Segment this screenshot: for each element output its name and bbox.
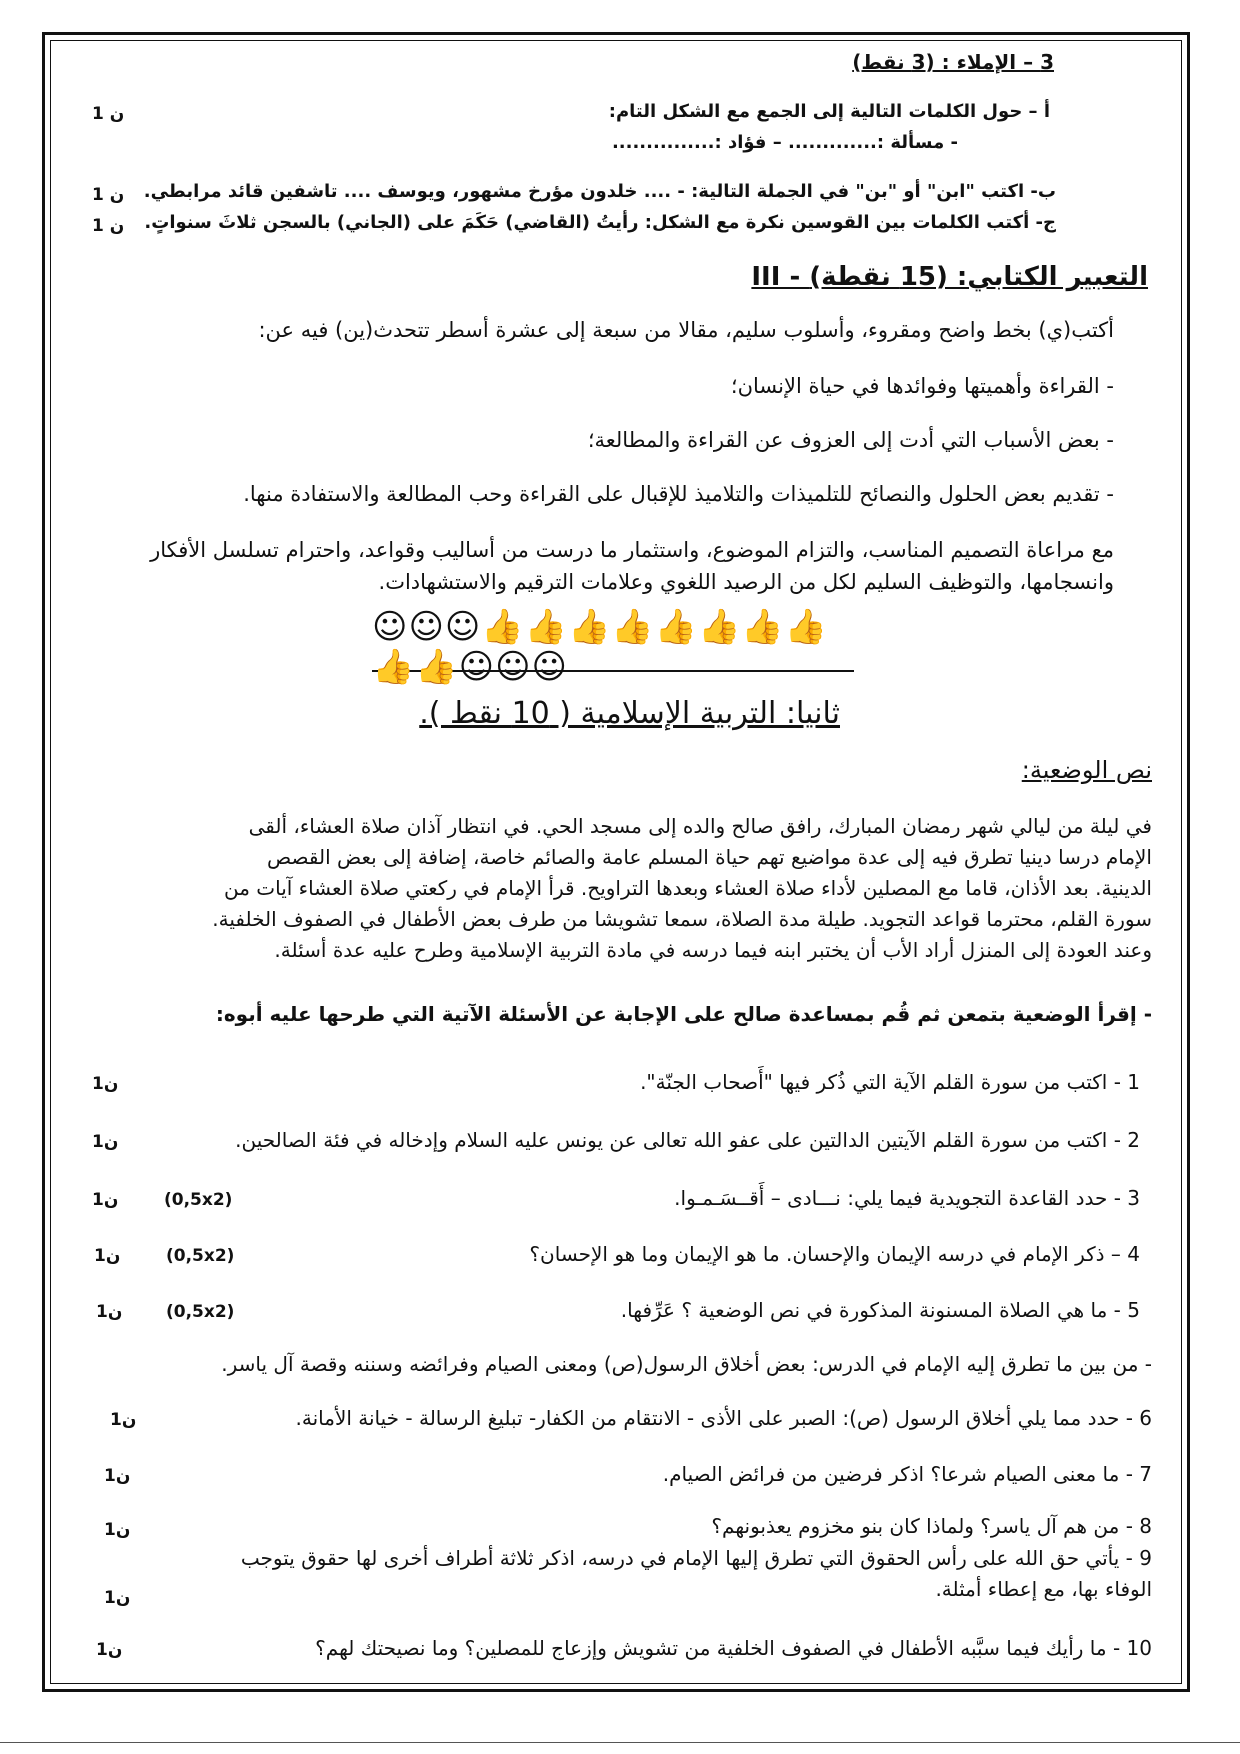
dictation-a-points: 1 ن — [92, 104, 125, 124]
question-9-points: 1ن — [104, 1588, 131, 1608]
writing-intro: أكتب(ي) بخط واضح ومقروء، وأسلوب سليم، مقالا من سبعة إلى عشرة أسطر تتحدث(ين) فيه عن: — [258, 318, 1114, 342]
dictation-question-b: ب- اكتب "ابن" أو "بن" في الجملة التالية: - .... خلدون مؤرخ مشهور، ويوسف .... تاشفين قائد مرابطي. — [143, 181, 1056, 202]
lesson-note: - من بين ما تطرق إليه الإمام في الدرس: بعض أخلاق الرسول(ص) ومعنى الصيام وفرائضه وسننه وقصة آل ياسر. — [221, 1352, 1152, 1376]
question-1: 1 - اكتب من سورة القلم الآية التي ذُكر فيها "أَصحاب الجنّة". — [640, 1070, 1140, 1094]
dictation-heading: 3 – الإملاء : (3 نقط) — [852, 50, 1054, 74]
question-9: 9 - يأتي حق الله على رأس الحقوق التي تطرق إليها الإمام في درسه، اذكر ثلاثة أطراف أخرى لها حقوق يتوجب — [240, 1546, 1152, 1570]
writing-bullet: - بعض الأسباب التي أدت إلى العزوف عن القراءة والمطالعة؛ — [587, 428, 1114, 452]
dictation-b-points: 1 ن — [92, 185, 125, 205]
question-2-points: 1ن — [92, 1132, 119, 1152]
question-5: 5 - ما هي الصلاة المسنونة المذكورة في نص الوضعية ؟ عَرِّفها. — [620, 1298, 1140, 1322]
question-3-points: 1ن — [92, 1190, 119, 1210]
question-6: 6 - حدد مما يلي أخلاق الرسول (ص): الصبر على الأذى - الانتقام من الكفار- تبليغ الرسالة - خيانة الأمانة. — [295, 1406, 1152, 1430]
question-2: 2 - اكتب من سورة القلم الآيتين الدالتين على عفو الله تعالى عن يونس عليه السلام وإدخاله في فئة الصالحين. — [235, 1128, 1140, 1152]
question-9-continued: الوفاء بها، مع إعطاء أمثلة. — [935, 1577, 1152, 1601]
question-10-points: 1ن — [96, 1640, 123, 1660]
writing-closing: مع مراعاة التصميم المناسب، والتزام الموضوع، واستثمار ما درست من أساليب وقواعد، واحترام تسلسل الأفكار — [150, 538, 1114, 562]
question-6-points: 1ن — [110, 1410, 137, 1430]
dictation-a-words: - مسألة :............. – فؤاد :............... — [611, 132, 958, 153]
questions-instruction: - إقرأ الوضعية بتمعن ثم قُم بمساعدة صالح على الإجابة عن الأسئلة الآتية التي طرحها عليه أبوه: — [215, 1002, 1152, 1026]
situation-line: سورة القلم، محترما قواعد التجويد. طيلة مدة الصلاة، سمعا تشويشا من طرف بعض الأطفال في الصفوف الخلفية. — [212, 907, 1152, 931]
writing-heading: III - التعبير الكتابي: (15 نقطة) — [751, 262, 1148, 292]
islamic-education-heading: ثانيا: التربية الإسلامية ( 10 نقط ). — [419, 696, 840, 731]
situation-line: الإمام درسا دينيا تطرق فيه إلى عدة مواضيع تهم حياة المسلم عامة والصائم خاصة، إضافة إلى بعض القصص — [267, 845, 1152, 869]
question-8: 8 - من هم آل ياسر؟ ولماذا كان بنو مخزوم يعذبونهم؟ — [711, 1514, 1152, 1538]
question-7-points: 1ن — [104, 1466, 131, 1486]
question-4-points: 1ن — [94, 1246, 121, 1266]
situation-label: نص الوضعية: — [1021, 756, 1152, 784]
question-1-points: 1ن — [92, 1074, 119, 1094]
question-10: 10 - ما رأيك فيما سبَّبه الأطفال في الصفوف الخلفية من تشويش وإزعاج للمصلين؟ وما نصيحتك لهم؟ — [315, 1636, 1152, 1660]
writing-bullet: - القراءة وأهميتها وفوائدها في حياة الإنسان؛ — [730, 374, 1114, 398]
dictation-question-a: أ – حول الكلمات التالية إلى الجمع مع الشكل التام: — [608, 101, 1050, 122]
question-7: 7 - ما معنى الصيام شرعا؟ اذكر فرضين من فرائض الصيام. — [662, 1462, 1152, 1486]
question-3-detail: (0,5x2) — [164, 1190, 233, 1210]
page-bottom-edge — [0, 1742, 1240, 1743]
writing-bullet: - تقديم بعض الحلول والنصائح للتلميذات والتلاميذ للإقبال على القراءة وحب المطالعة والاستفادة منها. — [243, 482, 1114, 506]
question-4: 4 – ذكر الإمام في درسه الإيمان والإحسان. ما هو الإيمان وما هو الإحسان؟ — [529, 1242, 1140, 1266]
situation-line: في ليلة من ليالي شهر رمضان المبارك، رافق صالح والده إلى مسجد الحي. في انتظار آذان صلاة العشاء، ألقى — [248, 814, 1152, 838]
question-3: 3 - حدد القاعدة التجويدية فيما يلي: نـــادى – أَقــسَـمـوا. — [674, 1186, 1140, 1210]
situation-line: وعند العودة إلى المنزل أراد الأب أن يختبر ابنه فيما درسه في مادة التربية الإسلامية وطرح عليه عدة أسئلة. — [274, 938, 1152, 962]
situation-line: الدينية. بعد الأذان، قاما مع المصلين لأداء صلاة العشاء وبعدها التراويح. قرأ الإمام في ركعتي صلاة العشاء آيات من — [223, 876, 1152, 900]
question-5-points: 1ن — [96, 1302, 123, 1322]
question-5-detail: (0,5x2) — [166, 1302, 235, 1322]
dictation-c-points: 1 ن — [92, 216, 125, 236]
decorative-divider: ☺☺☺👍👍👍👍👍👍👍👍👍👍☺☺☺ — [372, 624, 854, 672]
question-4-detail: (0,5x2) — [166, 1246, 235, 1266]
question-8-points: 1ن — [104, 1520, 131, 1540]
writing-closing: وانسجامها، والتوظيف السليم لكل من الرصيد اللغوي وعلامات الترقيم والاستشهادات. — [378, 570, 1114, 594]
dictation-question-c: ج- أكتب الكلمات بين القوسين نكرة مع الشكل: رأيتُ (القاضي) حَكَمَ على (الجاني) بالسجن ثلاثَ سنواتٍ. — [144, 212, 1056, 233]
